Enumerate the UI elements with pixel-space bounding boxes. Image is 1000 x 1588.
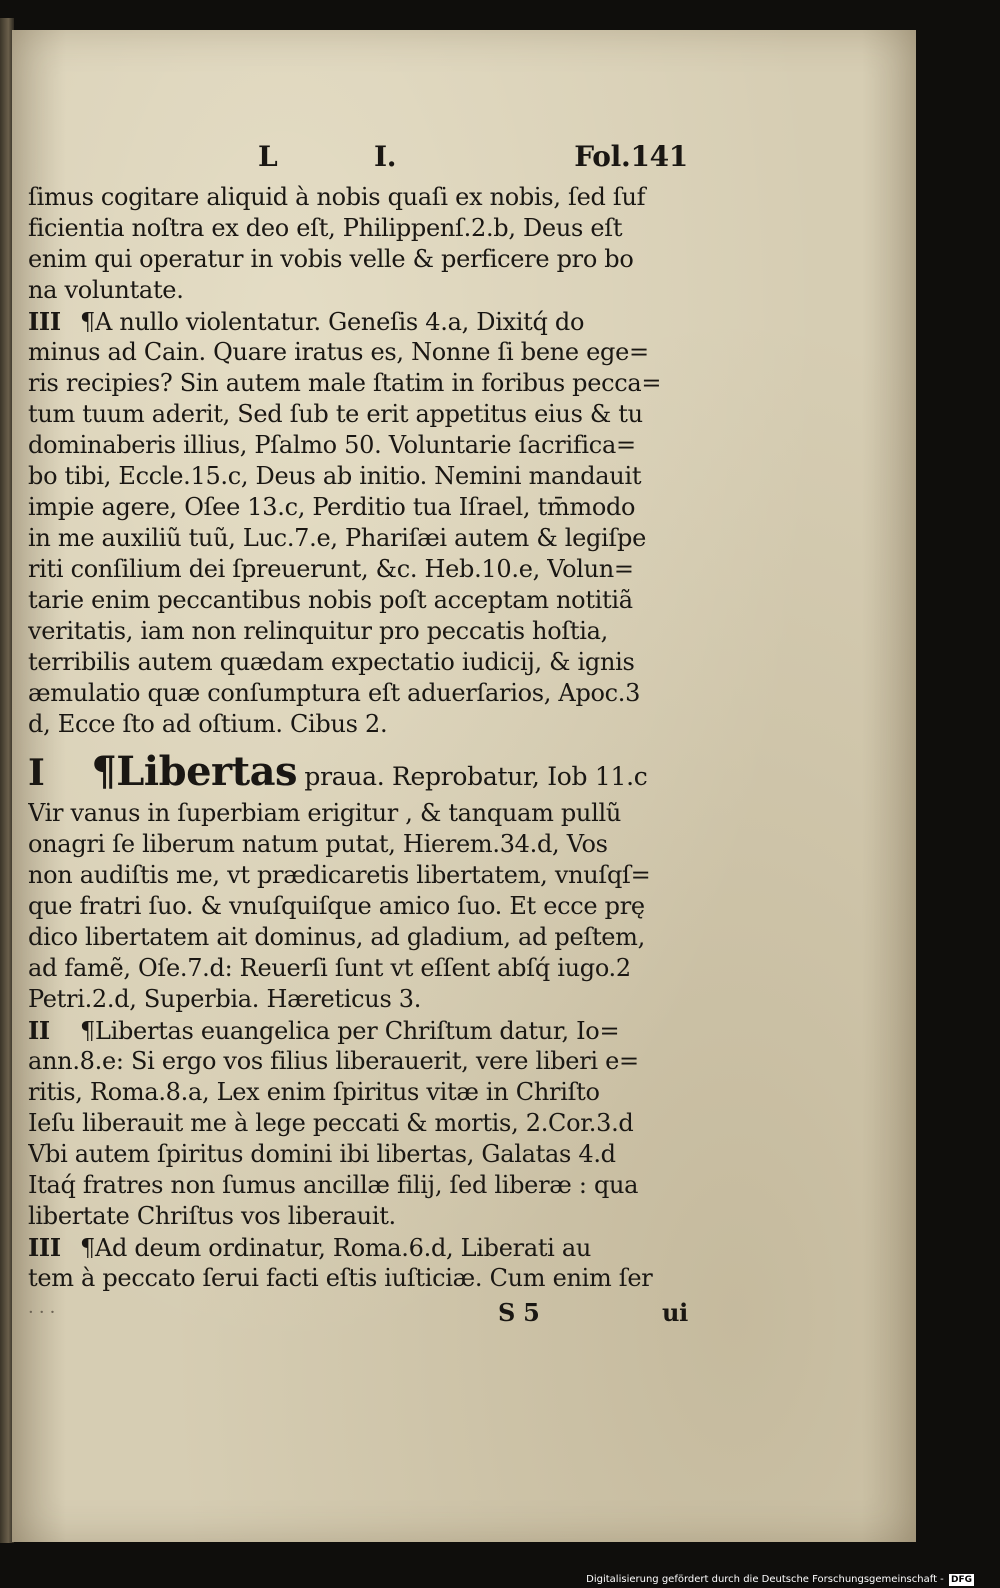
text-line: na voluntate. xyxy=(28,276,184,304)
text-line: veritatis, iam non relinquitur pro peccatis hoſtia, xyxy=(28,617,608,645)
heading-number: I xyxy=(28,752,45,794)
text-line: ſimus cogitare aliquid à nobis quaſi ex nobis, ſed ſuf xyxy=(28,183,646,211)
running-head-letter: L xyxy=(258,140,278,173)
text-line xyxy=(28,306,688,337)
text-line: tum tuum aderit, Sed ſub te erit appetitus eius & tu xyxy=(28,400,643,428)
dfg-logo: DFG xyxy=(950,1575,972,1585)
paragraph-III xyxy=(28,306,688,740)
heading-word: ¶Libertas xyxy=(91,748,298,795)
text-line: Ieſu liberauit me à lege peccati & mortis, 2.Cor.3.d xyxy=(28,1109,634,1137)
text-line: minus ad Cain. Quare iratus es, Nonne ſi bene ege= xyxy=(28,338,649,366)
text-line: ritis, Roma.8.a, Lex enim ſpiritus vitæ in Chriſto xyxy=(28,1078,600,1106)
running-head-section: I. xyxy=(374,140,397,173)
book-page xyxy=(12,30,916,1542)
text-line: que fratri ſuo. & vnuſquiſque amico ſuo. Et ecce prę xyxy=(28,892,645,920)
text-line: libertate Chriſtus vos liberauit. xyxy=(28,1202,396,1230)
text-line: æmulatio quæ conſumptura eſt aduerſarios, Apoc.3 xyxy=(28,679,641,707)
text-line: impie agere, Oſee 13.c, Perditio tua Iſrael, tm̄modo xyxy=(28,493,636,521)
footer-marks: · · · xyxy=(28,1302,56,1323)
credit-text: Digitalisierung gefördert durch die Deutsche Forschungsgemeinschaft - xyxy=(586,1574,944,1585)
text-line: ann.8.e: Si ergo vos filius liberauerit, vere liberi e= xyxy=(28,1047,639,1075)
page-footer xyxy=(28,1296,688,1330)
paragraph-number: II xyxy=(28,1016,50,1045)
running-head xyxy=(28,140,688,182)
paragraph-number: III xyxy=(28,1233,61,1262)
text-line xyxy=(28,1015,688,1046)
signature-mark: S 5 xyxy=(498,1298,540,1327)
text-line-content: ¶A nullo violentatur. Geneſis 4.a, Dixitq́ do xyxy=(80,308,585,336)
text-line: d, Ecce ſto ad oſtium. Cibus 2. xyxy=(28,710,388,738)
text-line-content: ¶Libertas euangelica per Chriſtum datur, Io= xyxy=(80,1017,620,1045)
folio-number: Fol.141 xyxy=(574,140,688,173)
text-line: Itaq́ fratres non ſumus ancillæ filij, ſed liberæ : qua xyxy=(28,1171,639,1199)
text-line: dico libertatem ait dominus, ad gladium, ad peſtem, xyxy=(28,923,645,951)
catchword: ui xyxy=(662,1298,688,1327)
text-line: terribilis autem quædam expectatio iudicij, & ignis xyxy=(28,648,635,676)
text-line: in me auxiliũ tuũ, Luc.7.e, Phariſæi autem & legiſpe xyxy=(28,524,646,552)
text-line: bo tibi, Eccle.15.c, Deus ab initio. Nemini mandauit xyxy=(28,462,642,490)
text-line-content: ¶Ad deum ordinatur, Roma.6.d, Liberati au xyxy=(80,1234,592,1262)
text-line: Vbi autem ſpiritus domini ibi libertas, Galatas 4.d xyxy=(28,1140,616,1168)
text-line: tarie enim peccantibus nobis poſt acceptam notitiã xyxy=(28,586,633,614)
paragraph-number: III xyxy=(28,307,61,336)
paragraph-I xyxy=(28,798,688,1015)
text-line: riti conſilium dei ſpreuerunt, &c. Heb.10.e, Volun= xyxy=(28,555,634,583)
text-line: Vir vanus in ſuperbiam erigitur , & tanquam pullũ xyxy=(28,799,621,827)
text-line: tem à peccato ſerui facti eſtis iuſticiæ. Cum enim ſer xyxy=(28,1264,653,1292)
text-line: onagri ſe liberum natum putat, Hierem.34.d, Vos xyxy=(28,830,608,858)
text-line: enim qui operatur in vobis velle & perficere pro bo xyxy=(28,245,634,273)
text-line: ficientia noſtra ex deo eſt, Philippenſ.2.b, Deus eſt xyxy=(28,214,623,242)
text-line: dominaberis illius, Pſalmo 50. Voluntarie ſacrifica= xyxy=(28,431,636,459)
text-line: ris recipies? Sin autem male ſtatim in foribus pecca= xyxy=(28,369,662,397)
paragraph-continuation xyxy=(28,182,688,306)
paragraph-II xyxy=(28,1015,688,1232)
paragraph-III-second xyxy=(28,1232,688,1294)
text-line xyxy=(28,1232,688,1263)
entry-heading xyxy=(28,746,688,798)
heading-rest: praua. Reprobatur, Iob 11.c xyxy=(304,762,648,791)
text-line: non audiſtis me, vt prædicaretis libertatem, vnuſqſ= xyxy=(28,861,651,889)
text-line: Petri.2.d, Superbia. Hæreticus 3. xyxy=(28,985,422,1013)
digitization-credit xyxy=(586,1574,974,1588)
text-block xyxy=(28,140,688,1330)
text-line: ad famẽ, Oſe.7.d: Reuerſi ſunt vt eſſent abſq́ iugo.2 xyxy=(28,954,631,982)
